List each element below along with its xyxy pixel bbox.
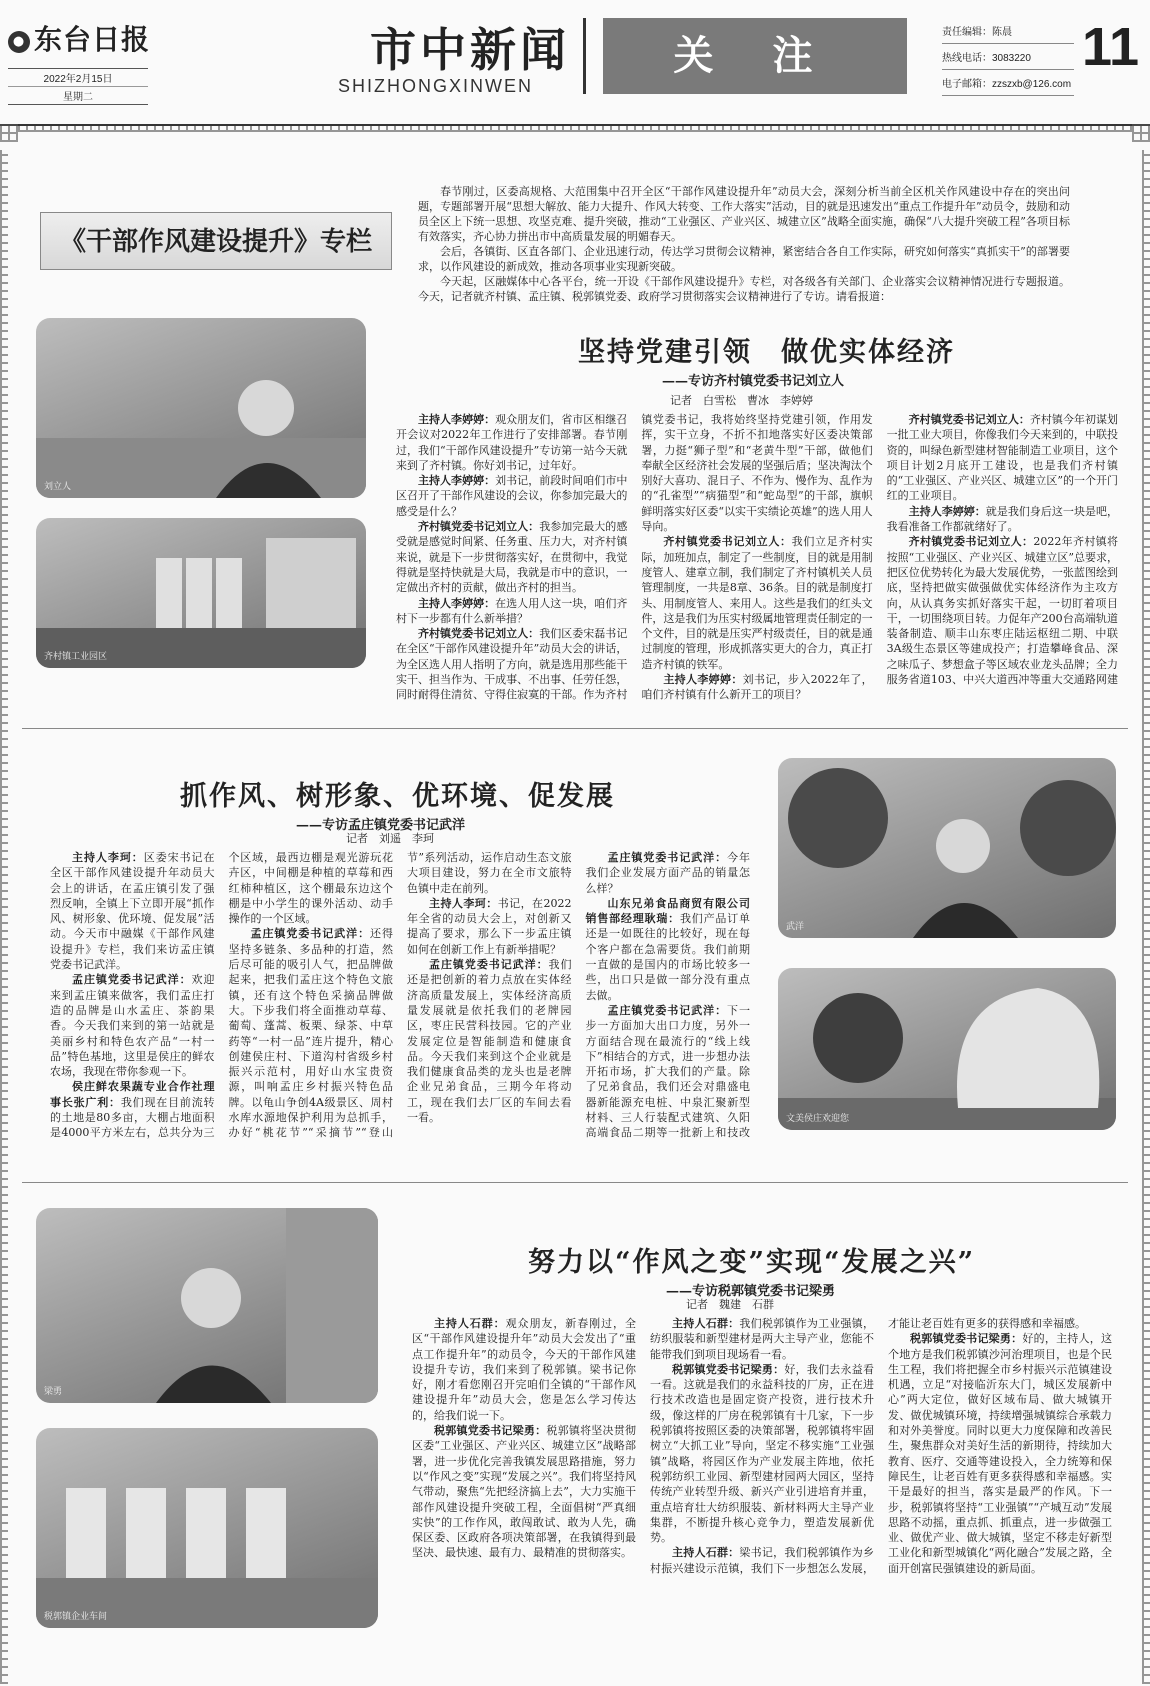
article1-body — [396, 412, 1118, 704]
dialogue-paragraph: 山东兄弟食品商贸有限公司销售部经理耿瑞：我们产品订单还是一如既往的比较好，现在每个客户都在急需要货。我们前期一直做的是国内的市场比较多一些，出口只是做一部分没有重点去做。 — [585, 896, 750, 1002]
article1-subtitle: ——专访齐村镇党委书记刘立人 — [662, 374, 845, 389]
paper-name: 东台日报 — [34, 23, 151, 56]
paper-logo — [8, 18, 150, 58]
photo-qicun-plant — [36, 518, 366, 668]
article3-subtitle: ——专访税郭镇党委书记梁勇 — [666, 1284, 836, 1299]
hotline: 热线电话：3083220 — [942, 44, 1074, 70]
dialogue-paragraph: 税郭镇党委书记梁勇：好，我们去永益看一看。这就是我们的永益科技的厂房，正在进行技术改造也是固定资产投资，进行技术升级，像这样的厂房在税郭镇有十几家，下一步税郭镇将按照区委的决策部署，税郭镇将牢固树立“大抓工业”导向，坚定不移实施“工业强镇”战略，将园区作为产业发展主阵地，依托税郭纺织工业园、新型建材园两大园区，坚持传统产业转型升级、新兴产业引进培育并重，重点培育壮大纺织服装、新材料两大主导产业集群，不断提升核心竞争力，塑造发展新优势。 — [650, 1362, 875, 1545]
factory-illustration — [36, 1428, 378, 1628]
dialogue-paragraph: 齐村镇党委书记刘立人：齐村镇今年初谋划一批工业大项目，你像我们今天来到的，中联投资的，叫绿色新型建材智能制造工业项目，这个项目计划2月底开工建设，也是我们齐村镇的“工业强区、产业兴区、城建立区”的一个开门红的工业项目。 — [886, 413, 1118, 503]
dialogue-paragraph: 主持人李婷婷：就是我们身后这一块是吧，我看准备工作都就绪好了。 — [886, 504, 1118, 534]
dialogue-paragraph: 孟庄镇党委书记武洋：我们还是把创新的着力点放在实体经济高质量发展上，实体经济高质量发展就是依托我们的老牌园区，枣庄民营科技园。它的产业发展定位是智能制造和健康食品。今天我们来到这个企业就是我们健康食品类的龙头也是老牌企业兄弟食品，三期今年将动工，现在我们去厂区的车间去看一看。 — [407, 958, 572, 1125]
section-divider — [22, 1182, 1128, 1183]
dialogue-paragraph: 孟庄镇党委书记武洋：下一步一方面加大出口力度，另外一方面结合现在最流行的“线上线下”相结合的方式，进一步想办法开拓市场，扩大我们的产量。除了兄弟食品，我们还会对鼎盛电器新能源充电桩、中泉汇聚新型材料、三人行装配式建筑、久阳高端食品二期等一批新上和技改 — [585, 1003, 750, 1140]
photo-caption: 文美侯庄欢迎您 — [786, 1113, 850, 1123]
dialogue-paragraph: 侯庄鲜农果蔬专业合作社理事长张广利：我们现在目前流转的土地是80多亩，大棚占地面积是4000平方米左右，总共分为三个区域，最西边棚是观光游玩花卉区，中间棚是种植的草莓和西红柿种植区，这个棚最东边这个棚是中小学生的课外活动、动手操作的一个区域。 — [50, 851, 393, 1140]
factory-illustration — [36, 518, 366, 668]
section-title: 市中新闻 — [370, 23, 570, 77]
lead-paragraph: 今天起，区融媒体中心各平台，统一开设《干部作风建设提升》专栏，对各级各有关部门、企业落实会议精神情况进行专题报道。今天，记者就齐村镇、孟庄镇、税郭镇党委、政府学习贯彻落实会议精神进行了专访。请看报道： — [418, 275, 1070, 303]
issue-date: 2022年2月15日 — [43, 74, 113, 85]
article2-body — [50, 850, 750, 1144]
article1-title: 坚持党建引领 做优实体经济 — [578, 337, 955, 368]
dialogue-paragraph: 主持人李珂：书记，在2022年全省的动员大会上，对创新又提高了要求，那么下一步孟庄镇如何在创新工作上有新举措呢？ — [407, 896, 572, 956]
dialogue-paragraph: 孟庄镇党委书记武洋：今年我们企业发展方面产品的销量怎么样？ — [585, 851, 750, 895]
section-divider — [22, 728, 1128, 729]
photo-caption: 刘立人 — [44, 481, 72, 491]
dialogue-paragraph: 孟庄镇党委书记武洋：还得坚持多链条、多品种的打造，然后尽可能的吸引人气，把品牌做起来，把我们孟庄这个特色文旅镇，还有这个特色采摘品牌做大。下步我们将全面推动草莓、葡萄、蓬蒿、板栗、绿茶、中草药等“一村一品”连片提升，精心创建侯庄村、下道沟村省级乡村振兴示范村，用好山水宝贵资源，叫响孟庄乡村振兴特色品牌。以龟山争创4A级景区、周村水库水源地保护利用为总抓手，办好“桃花节”“采摘节”“登山节”系列活动，运作启动生态文旅大项目建设，努力在全市文旅特色镇中走在前列。 — [228, 851, 572, 1140]
dialogue-paragraph: 齐村镇党委书记刘立人：2022年齐村镇将按照“工业强区、产业兴区、城建立区”总要求，把区位优势转化为最大发展优势，一张蓝图绘到底，坚持把做实做强做优实体经济作为主攻方向，从认真务实抓好落实干起，一切盯着项目干，一切围绕项目转。力促年产200台高端轨道装备制造、顺丰山东枣庄陆运枢纽二期、中联3A级生态景区等建成投产；打造攀峰食品、深之味瓜子、梦想盒子等区域农业龙头品牌；全力服务省道103、中兴大道西冲等重大交通路网建 — [886, 535, 1118, 687]
photo-caption: 梁勇 — [44, 1386, 63, 1396]
dialogue-paragraph: 主持人李婷婷：刘书记，前段时间咱们市中区召开了干部作风建设的会议，你参加完最大的感受是什么？ — [396, 474, 628, 518]
dialogue-paragraph: 主持人李珂：区委宋书记在全区干部作风建设提升年动员大会上的讲话，在孟庄镇引发了强烈反响，全镇上下立即开展“抓作风、树形象、优环境、促发展”活动。今天市中融媒《干部作风建设提升》专栏，我们来访孟庄镇党委书记武洋。 — [50, 851, 215, 972]
date-box — [8, 68, 148, 105]
photo-liang-yong — [36, 1208, 378, 1403]
editor-name: 责任编辑：陈晨 — [942, 18, 1074, 44]
lead-paragraph: 会后，各镇街、区直各部门、企业迅速行动，传达学习贯彻会议精神，紧密结合各自工作实际，研究如何落实“真抓实干”的部署要求，以作风建设的新成效，推动各项事业实现新突破。 — [418, 245, 1070, 273]
column-banner: 《干部作风建设提升》专栏 — [40, 212, 392, 270]
editor-info — [942, 18, 1074, 96]
dialogue-paragraph: 主持人李婷婷：刘书记，步入2022年了，咱们齐村镇有什么新开工的项目？ — [641, 673, 873, 702]
dialogue-paragraph: 主持人李婷婷：观众朋友们，省市区相继召开会议对2022年工作进行了安排部署。春节刚过，我们“干部作风建设提升”专访第一站今天就来到了齐村镇。你好刘书记，过年好。 — [396, 413, 628, 472]
masthead-divider — [583, 18, 586, 94]
photo-shuiguo-factory — [36, 1428, 378, 1628]
photo-caption: 武洋 — [786, 921, 805, 931]
dialogue-paragraph: 税郭镇党委书记梁勇：好的，主持人，这个地方是我们税郭镇沙河治理项目，也是个民生工程，我们将把握全市乡村振兴示范镇建设机遇，立足“对接临沂东大门，城区发展新中心”两大定位，做好区域布局、做大城镇开发、做优城镇环境，持续增强城镇综合承载力和对外美誉度。同时以更大力度保障和改善民生，聚焦群众对美好生活的新期待，持续加大教育、医疗、交通等建设投入，全力统筹和保障民生，让老百姓有更多获得感和幸福感。实干是最好的担当，落实是最严的作风。下一步，税郭镇将坚持“工业强镇”“产城互动”发展思路不动摇，重点抓、抓重点，进一步做强工业、做优产业、做大城镇，坚定不移走好新型工业化和新型城镇化“两化融合”发展之路，全面开创富民强镇建设的新局面。 — [888, 1332, 1112, 1575]
dialogue-paragraph: 主持人石群：我们税郭镇作为工业强镇，纺织服装和新型建材是两大主导产业，您能不能带我们到项目现场看一看。 — [650, 1317, 875, 1361]
issue-weekday: 星期二 — [8, 86, 148, 104]
photo-caption: 齐村镇工业园区 — [44, 651, 108, 661]
portrait-illustration — [778, 758, 1116, 938]
photo-wu-yang — [778, 758, 1116, 938]
fret-border-right — [1142, 150, 1150, 1684]
article2-byline: 记者 刘遥 李珂 — [346, 832, 434, 845]
article3-title: 努力以“作风之变”实现“发展之兴” — [528, 1247, 976, 1278]
article3-byline: 记者 魏建 石群 — [686, 1298, 774, 1311]
page-number: 11 — [1082, 17, 1140, 77]
dialogue-paragraph: 齐村镇党委书记刘立人：我参加完最大的感受就是感觉时间紧、任务重、压力大，对齐村镇来说，就是下一步贯彻落实好，在贯彻中，我觉得就是坚持快就是大局，我就是市中的意识，一定做出齐村的贡献，做出齐村的担当。 — [396, 520, 628, 595]
email: 电子邮箱：zzszxb@126.com — [942, 70, 1074, 96]
stone-illustration — [778, 968, 1116, 1130]
fret-corner-left — [0, 124, 18, 142]
portrait-illustration — [36, 1208, 378, 1403]
article1-byline: 记者 白雪松 曹冰 李婷婷 — [670, 394, 813, 407]
photo-liu-liren — [36, 318, 366, 498]
dialogue-paragraph: 齐村镇党委书记刘立人：我们立足齐村实际，加班加点，制定了一些制度，目的就是用制度管人、建章立制，我们制定了齐村镇机关人员管理制度，一共是8章、36条。目的就是制度打头、用制度管人、来用人。这些是我们的红头文件，这是我们为压实村级属地管理责任制定的一个文件，目的就是压实严村级责任，目的就是通过制度的管理，形成抓落实更大的合力，真正打造齐村镇的铁军。 — [641, 535, 873, 671]
section-pinyin: SHIZHONGXINWEN — [338, 76, 534, 96]
fret-corner-right — [1132, 124, 1150, 142]
dialogue-paragraph: 主持人石群：观众朋友，新春刚过，全区“干部作风建设提升年”动员大会发出了“重点工作提升年”的动员令，今天的干部作风建设提升专访，我们来到了税郭镇。梁书记你好，刚才看您刚召开完咱们全镇的“干部作风建设提升年”动员大会，您是怎么学习传达的，给我们说一下。 — [412, 1317, 636, 1422]
dialogue-paragraph: 齐村镇党委书记刘立人：我们区委宋磊书记在全区“干部作风建设提升年”动员大会的讲话，为全区选人用人指明了方向，就是选用那些能干实干、担当作为、干成事、不出事、任劳任怨，同时耐得住清贫、守得住寂寞的干部。作为齐村镇党委书记，我将始终坚持党建引领，作用发挥，实干立身，不折不扣地落实好区委决策部署，力挺“狮子型”和“老黄牛型”干部，做他们奉献全区经济社会发展的坚强后盾；坚决淘汰个别好大喜功、混日子、不作为、慢作为、乱作为的“孔雀型”“病猫型”和“蛇岛型”的干部，旗帜鲜明落实好区委“以实干实绩论英雄”的选人用人导向。 — [396, 413, 873, 702]
photo-houzhuang-stone — [778, 968, 1116, 1130]
dialogue-paragraph: 主持人石群：梁书记，我们税郭镇作为乡村振兴建设示范镇，我们下一步想怎么发展，才能让老百姓有更多的获得感和幸福感。 — [650, 1317, 1086, 1575]
photo-caption: 税郭镇企业车间 — [44, 1611, 108, 1621]
dialogue-paragraph: 孟庄镇党委书记武洋：欢迎来到孟庄镇来做客，我们孟庄打造的品牌是山水孟庄、茶韵果香。今天我们来到的第一站就是美丽乡村和特色农产品“一村一品”特色基地，这里是侯庄的鲜农农场，我现在带你参观一下。 — [50, 973, 215, 1079]
column-lead — [418, 184, 1070, 304]
lead-paragraph: 春节刚过，区委高规格、大范围集中召开全区“干部作风建设提升年”动员大会，深刻分析当前全区机关作风建设中存在的突出问题，专题部署开展“思想大解放、能力大提升、作风大转变、工作大落实”活动，目的就是迅速发出“重点工作提升年”动员令，鼓励和动员全区上下统一思想、攻坚克难、提升突破，推动“工业强区、产业兴区、城建立区”战略全面实施，确保“八大提升突破工程”各项目标有效落实，齐心协力拼出市中高质量发展的明媚春天。 — [418, 185, 1070, 243]
portrait-illustration — [36, 318, 366, 498]
article2-title: 抓作风、树形象、优环境、促发展 — [180, 781, 615, 812]
fret-border-top — [18, 126, 1132, 132]
fret-border-left — [0, 150, 8, 1684]
article3-body — [412, 1316, 1112, 1614]
dialogue-paragraph: 税郭镇党委书记梁勇：税郭镇将坚决贯彻区委“工业强区、产业兴区、城建立区”战略部署，进一步优化完善我镇发展思路措施，努力以“作风之变”实现“发展之兴”。我们将坚持风气带动，聚焦“先把经济搞上去”，大力实施干部作风建设提升突破工程，全面倡树“严真细实快”的工作作风，敢闯敢试、敢为人先，确保区委、区政府各项决策部署，在我镇得到最坚决、最快速、最有力、最精准的贯彻落实。 — [412, 1424, 637, 1560]
dialogue-paragraph: 主持人李婷婷：在选人用人这一块，咱们齐村下一步都有什么新举措？ — [396, 596, 628, 625]
section-tag: 关 注 — [603, 18, 907, 94]
article2-subtitle: ——专访孟庄镇党委书记武洋 — [296, 818, 466, 833]
paper-seal-icon: ● — [8, 31, 30, 53]
